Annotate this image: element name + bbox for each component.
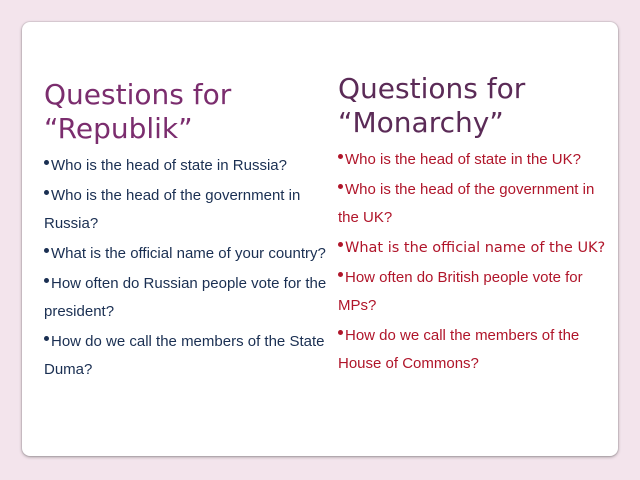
question-text: How do we call the members of the House of Commons?	[338, 327, 580, 372]
question-text: How often do Russian people vote for the president?	[44, 275, 327, 320]
question-text: Who is the head of the government in Russia?	[44, 187, 301, 232]
bullet-icon	[338, 184, 343, 189]
monarchy-question-list	[338, 146, 613, 378]
monarchy-heading: Questions for “Monarchy”	[338, 72, 526, 139]
bullet-icon	[44, 190, 49, 195]
bullet-icon	[44, 278, 49, 283]
question-text: What is the official name of the UK?	[345, 240, 606, 256]
republik-column	[44, 78, 329, 386]
bullet-icon	[44, 336, 49, 341]
bullet-icon	[44, 248, 49, 253]
list-item	[338, 264, 613, 320]
list-item	[338, 322, 613, 378]
list-item	[338, 146, 613, 174]
bullet-icon	[44, 160, 49, 165]
bullet-icon	[338, 330, 343, 335]
question-text: Who is the head of state in the UK?	[345, 151, 581, 168]
question-text: Who is the head of state in Russia?	[51, 157, 287, 174]
list-item	[44, 182, 329, 238]
bullet-icon	[338, 272, 343, 277]
list-item	[338, 234, 613, 262]
list-item	[44, 328, 329, 384]
list-item	[44, 240, 329, 268]
slide	[22, 22, 618, 456]
question-text: How often do British people vote for MPs?	[338, 269, 583, 314]
bullet-icon	[338, 242, 343, 247]
question-text: What is the official name of your country?	[51, 245, 326, 262]
question-text: How do we call the members of the State Duma?	[44, 333, 325, 378]
list-item	[44, 152, 329, 180]
question-text: Who is the head of the government in the UK?	[338, 181, 595, 226]
monarchy-column	[338, 72, 613, 380]
republik-heading: Questions for “Republik”	[44, 78, 232, 145]
list-item	[338, 176, 613, 232]
list-item	[44, 270, 329, 326]
republik-question-list	[44, 152, 329, 384]
bullet-icon	[338, 154, 343, 159]
